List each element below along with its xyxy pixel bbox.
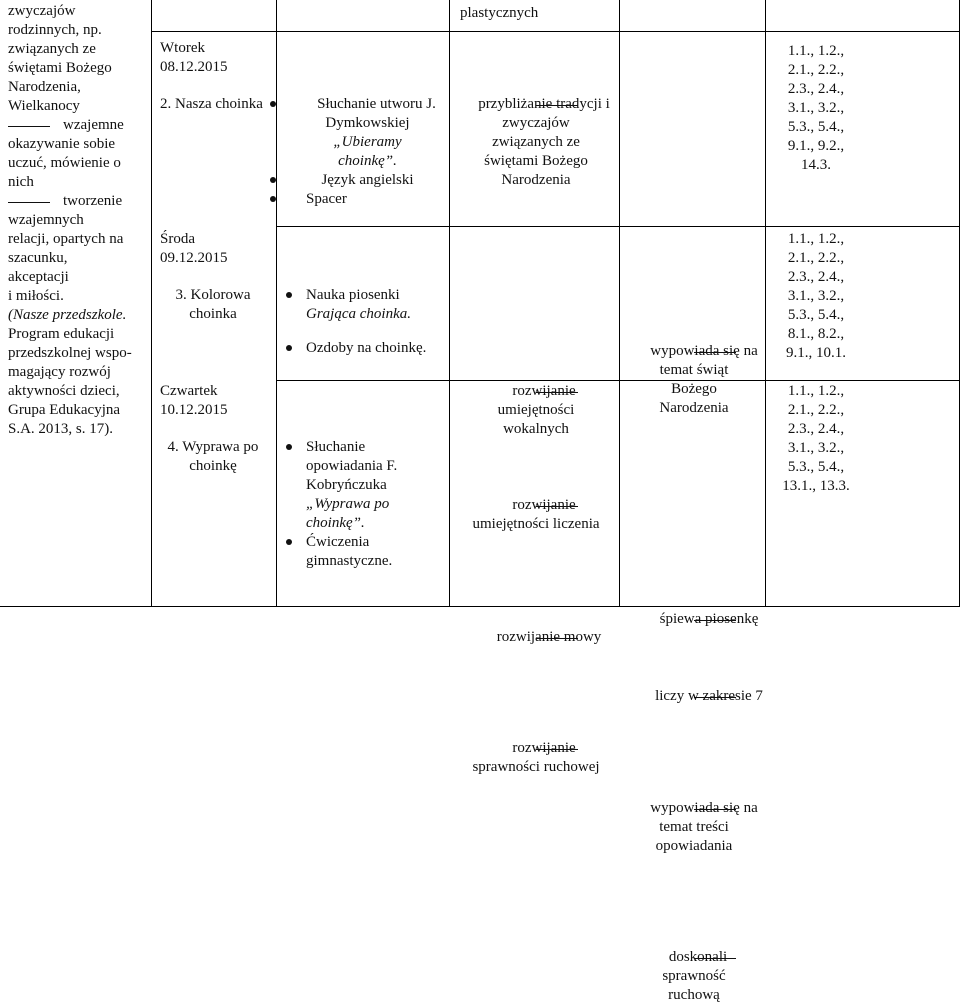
activity-item: [306, 286, 446, 305]
citation-line: przedszkolnej wspo-: [8, 345, 132, 361]
codes-cell: [766, 382, 866, 496]
goal-item-speech: [455, 628, 617, 647]
activity-text: Nauka piosenki: [306, 287, 400, 303]
aims-item-relations: [8, 192, 150, 306]
aims-line: świętami Bożego: [8, 60, 112, 76]
goal-text: związanych ze: [492, 134, 580, 150]
outcome-text: temat treści: [659, 819, 729, 835]
activity-text: „Wyprawa po: [306, 496, 390, 512]
codes-cell: [766, 230, 866, 363]
activity-item: [290, 171, 445, 190]
code-line: 2.1., 2.2.,: [787, 250, 845, 266]
citation-line: Grupa Edukacyjna: [8, 402, 121, 418]
activity-text: Ozdoby na choinkę.: [306, 340, 427, 356]
outcome-text: wypowiada się na: [650, 800, 758, 816]
outcome-text: ruchową: [668, 987, 720, 1003]
activity-text: Ćwiczenia: [306, 534, 370, 550]
day-date: 08.12.2015: [160, 59, 228, 75]
goal-item-counting: [455, 496, 617, 534]
activity-text: Spacer: [306, 191, 347, 207]
column-divider: [449, 0, 450, 607]
code-line: 3.1., 3.2.,: [787, 288, 845, 304]
activities-cell: [290, 95, 445, 209]
topic-title: 2. Nasza choinka: [160, 96, 263, 112]
activity-text: opowiadania F.: [306, 458, 398, 474]
aims-cell: [8, 2, 150, 439]
activity-text: gimnastyczne.: [306, 553, 393, 569]
outcome-item: [624, 687, 764, 706]
activity-text: Słuchanie utworu J.: [317, 96, 436, 112]
activities-cell: [306, 286, 446, 358]
row-divider: [276, 226, 959, 227]
goal-text: rozwijanie: [512, 740, 576, 756]
citation-line: Program edukacji: [8, 326, 115, 342]
goal-item-tradition: [455, 95, 617, 190]
code-line: 3.1., 3.2.,: [787, 100, 845, 116]
code-line: 9.1., 10.1.: [786, 345, 846, 361]
activity-text: Język angielski: [321, 172, 414, 188]
row-divider: [151, 31, 959, 32]
aims-line: wzajemnych: [8, 212, 84, 228]
goal-text: plastycznych: [460, 5, 539, 21]
topic-title: 4. Wyprawa po: [167, 439, 259, 455]
aims-line: uczuć, mówienie o: [8, 155, 121, 171]
activity-text: Grająca choinka.: [306, 306, 411, 322]
citation-title: (Nasze przedszkole.: [8, 307, 127, 323]
code-line: 3.1., 3.2.,: [787, 440, 845, 456]
aims-line: zwyczajów: [8, 3, 76, 19]
goal-text: Narodzenia: [501, 172, 571, 188]
outcome-item: [624, 799, 764, 856]
goal-item-vocal: [455, 382, 617, 439]
goals-top: [460, 4, 610, 23]
goal-text: świętami Bożego: [484, 153, 588, 169]
activity-item: [290, 95, 445, 114]
citation-line: aktywności dzieci,: [8, 383, 120, 399]
activity-item: [306, 339, 446, 358]
code-line: 2.3., 2.4.,: [787, 81, 845, 97]
day-date: 09.12.2015: [160, 250, 228, 266]
column-divider: [619, 0, 620, 607]
goal-item-motor: [455, 739, 617, 777]
codes-cell: [766, 42, 866, 175]
aims-item-mutual: [8, 116, 150, 192]
aims-line: okazywanie sobie: [8, 136, 116, 152]
outcome-text: Narodzenia: [659, 400, 729, 416]
code-line: 2.1., 2.2.,: [787, 402, 845, 418]
goal-text: rozwijanie: [512, 383, 576, 399]
aims-line: nich: [8, 174, 34, 190]
code-line: 2.3., 2.4.,: [787, 421, 845, 437]
aims-line: szacunku,: [8, 250, 68, 266]
activity-text: Kobryńczuka: [306, 477, 387, 493]
aims-line: tworzenie: [63, 193, 123, 209]
goal-text: rozwijanie: [512, 497, 576, 513]
day-name: Czwartek: [160, 383, 218, 399]
outcome-text: opowiadania: [655, 838, 733, 854]
goal-text: sprawności ruchowej: [472, 759, 600, 775]
citation-line: S.A. 2013, s. 17).: [8, 421, 114, 437]
code-line: 5.3., 5.4.,: [787, 119, 845, 135]
code-line: 1.1., 1.2.,: [787, 43, 845, 59]
topic-title: choinkę: [189, 458, 237, 474]
activities-cell: [306, 438, 446, 571]
outcome-text: wypowiada się na: [650, 343, 758, 359]
activity-item: [290, 190, 445, 209]
column-divider: [276, 0, 277, 607]
outcome-text: śpiewa piosenkę: [659, 611, 759, 627]
aims-line: Wielkanocy: [8, 98, 80, 114]
activity-text: choinkę”.: [306, 515, 365, 531]
topic-cell: [160, 95, 275, 114]
aims-line: i miłości.: [8, 288, 64, 304]
activity-text: „Ubieramy: [333, 134, 402, 150]
code-line: 1.1., 1.2.,: [787, 383, 845, 399]
activity-text: choinkę”.: [338, 153, 397, 169]
goal-text: umiejętności liczenia: [472, 516, 600, 532]
topic-title: 3. Kolorowa: [175, 287, 251, 303]
outcome-text: temat świąt: [659, 362, 729, 378]
outcome-text: sprawność: [662, 968, 726, 984]
day-date: 10.12.2015: [160, 402, 228, 418]
topic-title: choinka: [189, 306, 237, 322]
aims-line: akceptacji: [8, 269, 69, 285]
goal-text: przybliżanie tradycji i: [478, 96, 610, 112]
activity-item: [306, 438, 446, 457]
goal-text: rozwijanie mowy: [496, 629, 602, 645]
day-cell-thursday: [160, 382, 275, 420]
day-cell-wednesday: [160, 230, 275, 268]
goal-text: zwyczajów: [502, 115, 570, 131]
aims-line: relacji, opartych na: [8, 231, 124, 247]
code-line: 1.1., 1.2.,: [787, 231, 845, 247]
outcome-text: Bożego: [671, 381, 717, 397]
topic-cell: [152, 438, 274, 476]
day-name: Wtorek: [160, 40, 205, 56]
citation-line: magający rozwój: [8, 364, 111, 380]
aims-line: rodzinnych, np.: [8, 22, 102, 38]
code-line: 2.1., 2.2.,: [787, 62, 845, 78]
aims-line: wzajemne: [63, 117, 124, 133]
day-name: Środa: [160, 231, 195, 247]
code-line: 2.3., 2.4.,: [787, 269, 845, 285]
code-line: 14.3.: [801, 157, 831, 173]
day-cell-tuesday: [160, 39, 275, 77]
activity-item: [306, 533, 446, 552]
aims-line: związanych ze: [8, 41, 96, 57]
aims-line: Narodzenia,: [8, 79, 81, 95]
outcome-item: [624, 948, 764, 1005]
outcome-item: [624, 610, 764, 629]
outcome-text: liczy w zakresie 7: [655, 688, 763, 704]
outcome-text: doskonali: [668, 949, 728, 965]
code-line: 8.1., 8.2.,: [787, 326, 845, 342]
activity-text: Słuchanie: [306, 439, 366, 455]
outcome-item: [624, 342, 764, 418]
row-divider: [276, 380, 959, 381]
code-line: 13.1., 13.3.: [782, 478, 850, 494]
code-line: 5.3., 5.4.,: [787, 459, 845, 475]
code-line: 5.3., 5.4.,: [787, 307, 845, 323]
goal-text: umiejętności: [497, 402, 575, 418]
goal-text: wokalnych: [503, 421, 569, 437]
activity-text: Dymkowskiej: [325, 115, 410, 131]
code-line: 9.1., 9.2.,: [787, 138, 845, 154]
topic-cell: [152, 286, 274, 324]
